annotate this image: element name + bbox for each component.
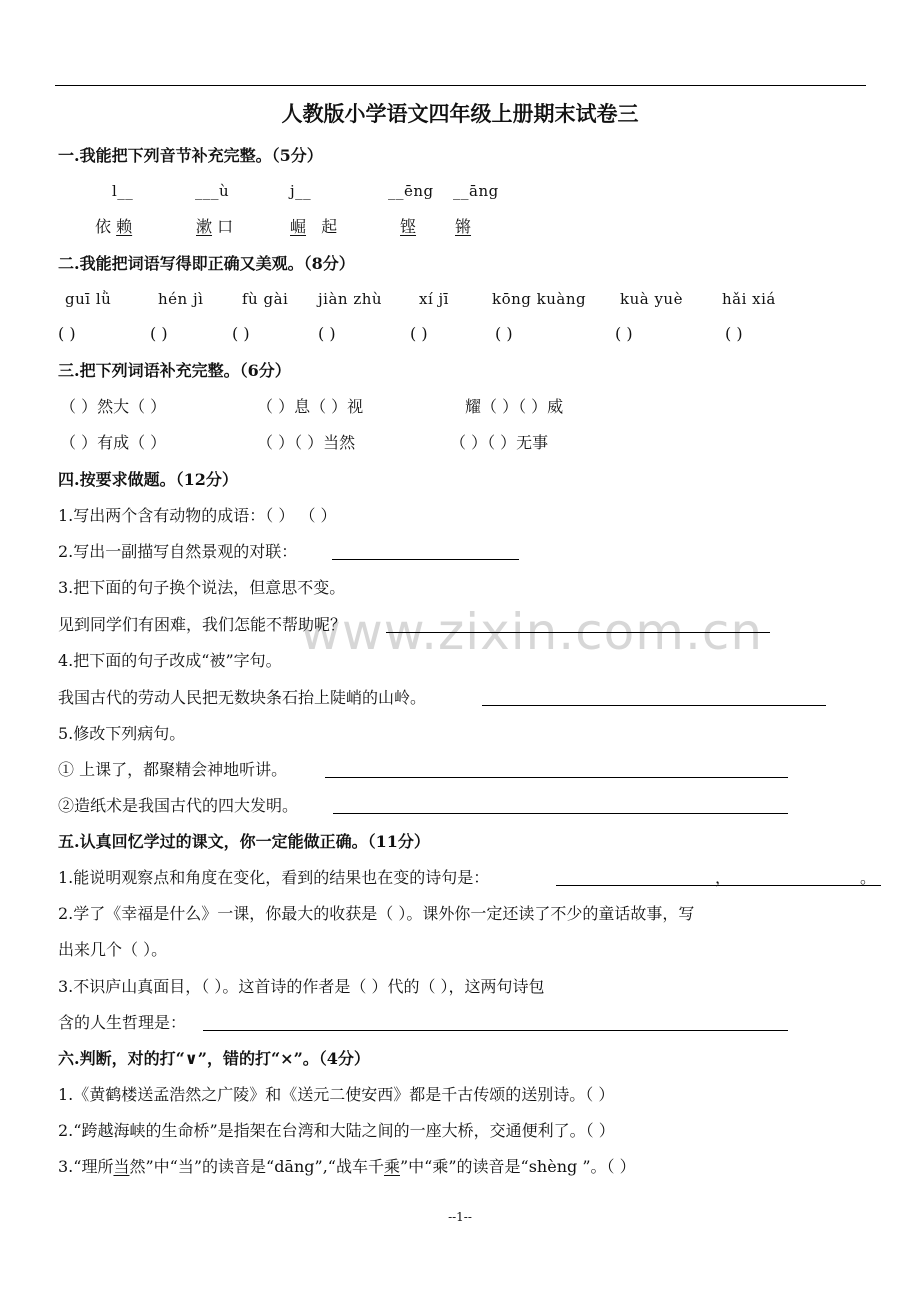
pinyin-1: guī lǜ xyxy=(65,290,112,308)
idiom-1[interactable]: （ ）然大（ ） xyxy=(60,397,167,416)
q6-3-underlined-2: 乘 xyxy=(383,1157,400,1176)
q5-3-a: 3.不识庐山真面目，（ ）。这首诗的作者是（ ）代的（ ），这两句诗包 xyxy=(58,977,545,996)
q6-3 xyxy=(58,1156,636,1178)
answer-paren-7[interactable]: ( ) xyxy=(615,324,633,343)
syllable-4: __ēng xyxy=(388,182,434,200)
q5-1-comma: ， xyxy=(715,868,732,887)
answer-paren-8[interactable]: ( ) xyxy=(725,324,743,343)
word-3-target: 崛 xyxy=(290,217,307,236)
watermark: www.zixin.com.cn xyxy=(300,603,764,661)
answer-line-q4-4[interactable] xyxy=(482,705,826,706)
section-1-heading: 一.我能把下列音节补充完整。（5分） xyxy=(58,146,323,165)
word-2-target: 漱 xyxy=(196,217,213,236)
word-5-target: 锵 xyxy=(455,217,472,236)
answer-line-q4-3[interactable] xyxy=(386,632,770,633)
pinyin-3: fù gài xyxy=(242,290,289,308)
answer-paren-4[interactable]: ( ) xyxy=(318,324,336,343)
q4-1: 1.写出两个含有动物的成语：（ ） （ ） xyxy=(58,506,337,525)
q6-1: 1.《黄鹤楼送孟浩然之广陵》和《送元二使安西》都是千古传颂的送别诗。（ ） xyxy=(58,1085,615,1104)
answer-paren-6[interactable]: ( ) xyxy=(495,324,513,343)
syllable-2: ___ù xyxy=(195,182,230,200)
word-2 xyxy=(196,216,233,238)
q4-4-sentence: 我国古代的劳动人民把无数块条石抬上陡峭的山岭。 xyxy=(58,688,427,707)
pinyin-6: kōng kuàng xyxy=(492,290,587,308)
answer-line-q4-5a[interactable] xyxy=(325,777,788,778)
word-1 xyxy=(95,216,132,238)
section-3-heading: 三.把下列词语补充完整。（6分） xyxy=(58,361,291,380)
page-title: 人教版小学语文四年级上册期末试卷三 xyxy=(281,101,639,126)
word-1-char: 依 xyxy=(95,217,112,236)
q4-5-a: ① 上课了，都聚精会神地听讲。 xyxy=(58,760,288,779)
word-3-char: 起 xyxy=(321,217,338,236)
answer-line-q5-3[interactable] xyxy=(203,1030,788,1031)
answer-line-q4-5b[interactable] xyxy=(333,813,788,814)
section-4-heading: 四.按要求做题。（12分） xyxy=(58,470,238,489)
word-2-char: 口 xyxy=(217,217,234,236)
q6-3-underlined-1: 当 xyxy=(113,1157,130,1176)
syllable-5: __āng xyxy=(453,182,499,200)
q5-2-a: 2.学了《幸福是什么》一课，你最大的收获是（ ）。课外你一定还读了不少的童话故事，写 xyxy=(58,904,695,923)
answer-paren-3[interactable]: ( ) xyxy=(232,324,250,343)
section-2-heading: 二.我能把词语写得即正确又美观。（8分） xyxy=(58,254,355,273)
section-6-heading: 六.判断，对的打“∨”，错的打“×”。（4分） xyxy=(58,1049,370,1068)
section-5-heading: 五.认真回忆学过的课文，你一定能做正确。（11分） xyxy=(58,832,430,851)
idiom-3[interactable]: 耀（ ）（ ）威 xyxy=(465,397,564,416)
q6-3-part-b: 然”中“当”的读音是“dāng”,“战车千 xyxy=(129,1157,384,1176)
q5-2-b: 出来几个（ ）。 xyxy=(58,940,168,959)
q4-5: 5.修改下列病句。 xyxy=(58,724,186,743)
q5-3-b: 含的人生哲理是： xyxy=(58,1013,187,1032)
pinyin-7: kuà yuè xyxy=(620,290,683,308)
q4-3-sentence: 见到同学们有困难，我们怎能不帮助呢？ xyxy=(58,615,347,634)
pinyin-5: xí jī xyxy=(419,290,449,308)
pinyin-2: hén jì xyxy=(158,290,204,308)
pinyin-8: hǎi xiá xyxy=(722,290,776,308)
syllable-1: l__ xyxy=(112,182,134,200)
q5-1: 1.能说明观察点和角度在变化，看到的结果也在变的诗句是： xyxy=(58,868,490,887)
q5-1-end: 。 xyxy=(860,868,877,887)
idiom-2[interactable]: （ ）息（ ）视 xyxy=(257,397,364,416)
syllable-3: j__ xyxy=(290,182,312,200)
answer-paren-1[interactable]: ( ) xyxy=(58,324,76,343)
q4-5-b: ②造纸术是我国古代的四大发明。 xyxy=(58,796,299,815)
q6-2: 2.“跨越海峡的生命桥”是指架在台湾和大陆之间的一座大桥，交通便利了。（ ） xyxy=(58,1121,615,1140)
q4-2: 2.写出一副描写自然景观的对联： xyxy=(58,542,298,561)
answer-line-q4-2[interactable] xyxy=(332,559,519,560)
top-rule xyxy=(55,85,866,86)
word-3 xyxy=(290,216,337,238)
q6-3-part-a: 3.“理所 xyxy=(58,1157,114,1176)
word-4-target: 铿 xyxy=(400,217,417,236)
answer-paren-2[interactable]: ( ) xyxy=(150,324,168,343)
idiom-6[interactable]: （ ）（ ）无事 xyxy=(450,433,549,452)
q6-3-part-c: ”中“乘”的读音是“shèng ”。（ ） xyxy=(399,1157,636,1176)
word-1-target: 赖 xyxy=(116,217,133,236)
answer-paren-5[interactable]: ( ) xyxy=(410,324,428,343)
pinyin-4: jiàn zhù xyxy=(318,290,383,308)
idiom-4[interactable]: （ ）有成（ ） xyxy=(60,433,167,452)
page-number: --1-- xyxy=(448,1210,472,1224)
q4-3: 3.把下面的句子换个说法，但意思不变。 xyxy=(58,578,346,597)
idiom-5[interactable]: （ ）（ ）当然 xyxy=(257,433,356,452)
q4-4: 4.把下面的句子改成“被”字句。 xyxy=(58,651,282,670)
